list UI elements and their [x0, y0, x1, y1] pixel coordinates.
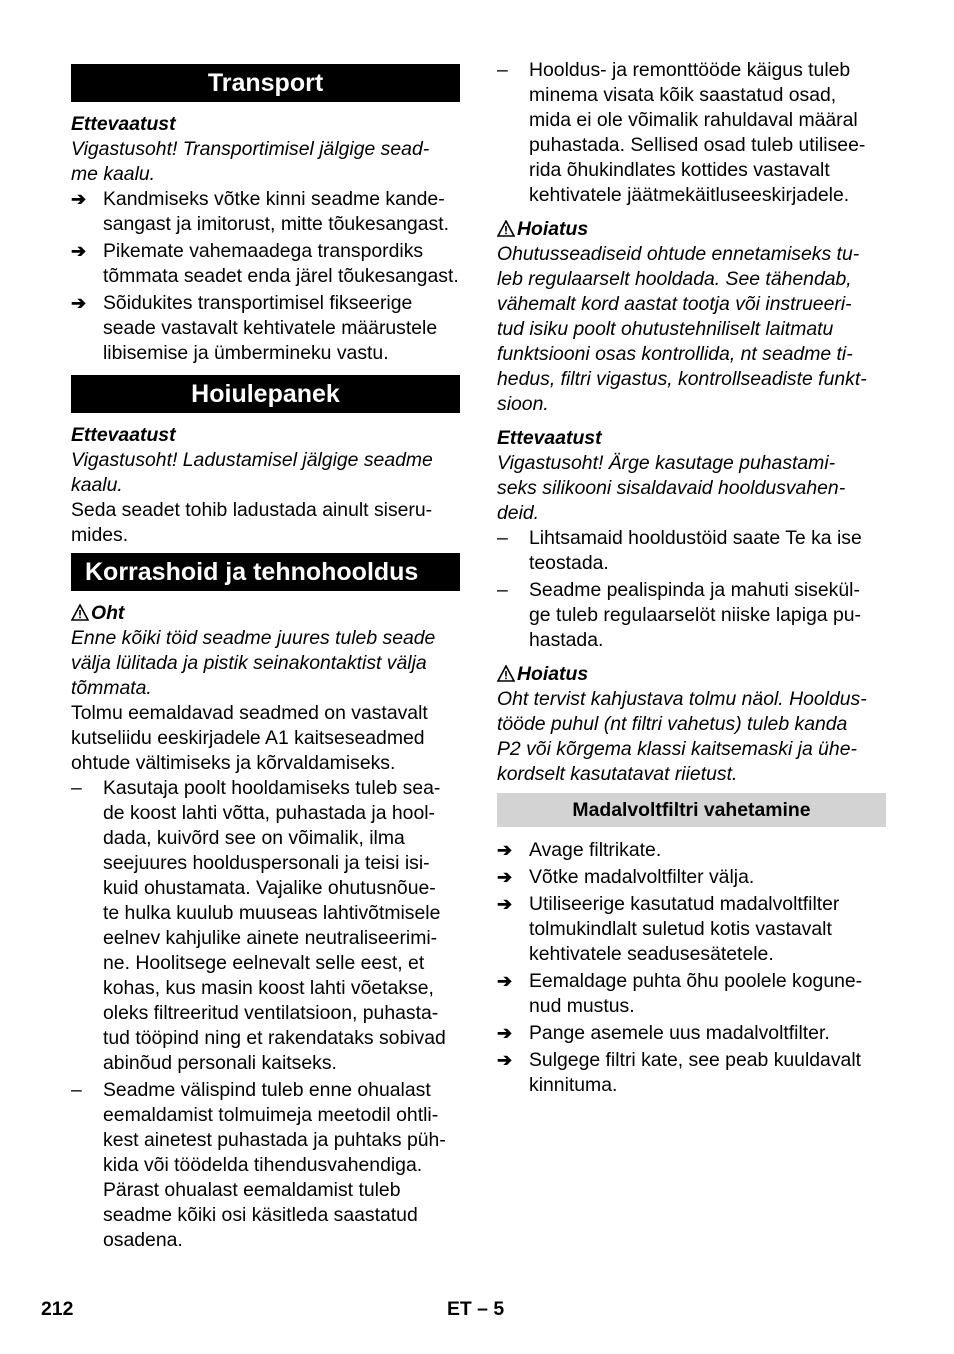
arrow-icon: ➔	[497, 1023, 513, 1043]
language-code: ET	[447, 1298, 472, 1320]
list-item: ➔ Kandmiseks võtke kinni seadme kande- sangast ja imitorust, mitte tõukesangast.	[71, 188, 449, 235]
left-column	[71, 58, 460, 1253]
dash-marker: –	[71, 1079, 82, 1101]
list-item: – Seadme pealispinda ja mahuti sisekül- ge tuleb regulaarselöt niiske lapiga pu- hastada.	[497, 579, 862, 651]
caution-text: Vigastusoht! Ärge kasutage puhastami- seks silikooni sisaldavaid hooldusvahen- deid.	[497, 452, 846, 524]
caution-text: Vigastusoht! Ladustamisel jälgige seadme kaalu.	[71, 449, 433, 496]
list-item: ➔ Võtke madalvoltfilter välja.	[497, 866, 755, 888]
maintenance-items	[71, 776, 460, 1253]
caution-label: Ettevaatust	[71, 113, 176, 135]
list-item: – Seadme välispind tuleb enne ohualast eemaldamist tolmuimeja meetodil ohtli- kest ainetest puhastada ja puhtaks püh- kida või töödelda tihendusvahendiga. Pärast ohualast eemaldamist tuleb seadme kõiki osi käsitleda saastatud osadena.	[71, 1079, 446, 1251]
list-item: ➔ Avage filtrikate.	[497, 839, 662, 861]
danger-label: Oht	[71, 601, 460, 626]
section-page-number: 5	[493, 1298, 505, 1320]
storage-text: Seda seadet tohib ladustada ainult siseru- mides.	[71, 499, 433, 546]
section-heading-transport: Transport	[71, 64, 460, 102]
footer-dash: –	[477, 1298, 488, 1320]
list-item: ➔ Eemaldage puhta õhu poolele kogune- nud mustus.	[497, 970, 863, 1017]
warning-triangle-icon	[71, 601, 91, 626]
caution-text: Vigastusoht! Transportimisel jälgige sead- me kaalu.	[71, 138, 430, 185]
arrow-icon: ➔	[71, 189, 87, 209]
list-item: ➔ Utiliseerige kasutatud madalvoltfilter tolmukindlalt suletud kotis vastavalt kehtivatele seadusesätetele.	[497, 893, 840, 965]
section-heading-maintenance: Korrashoid ja tehnohooldus	[71, 553, 460, 591]
page-number: 212	[41, 1298, 74, 1320]
warning-label: Hoiatus	[497, 217, 886, 242]
right-column	[497, 58, 886, 1098]
arrow-icon: ➔	[497, 867, 513, 887]
warning-triangle-icon	[497, 662, 517, 687]
arrow-icon: ➔	[71, 293, 87, 313]
warning-text: Oht tervist kahjustava tolmu näol. Hooldus- tööde puhul (nt filtri vahetus) tuleb kanda P2 või kõrgema klassi kaitsemaski ja ühe- kordselt kasutatavat riietust.	[497, 688, 867, 785]
caution-label: Ettevaatust	[497, 427, 602, 449]
dash-marker: –	[71, 777, 82, 799]
list-item: ➔ Pange asemele uus madalvoltfilter.	[497, 1022, 830, 1044]
list-item: ➔ Sõidukites transportimisel fikseerige seade vastavalt kehtivatele määrustele libisemise ja ümbermineku vastu.	[71, 292, 438, 364]
dash-marker: –	[497, 59, 508, 81]
maintenance-items-right	[497, 526, 886, 653]
list-item: – Hooldus- ja remonttööde käigus tuleb minema visata kõik saastatud osad, mida ei ole võimalik rahuldaval määral puhastada. Sellised osad tuleb utilisee- rida õhukindlates kottides vastavalt kehtivatele jäätmekäitluseeskirjadele.	[497, 59, 866, 206]
list-item: ➔ Pikemate vahemaadega transpordiks tõmmata seadet enda järel tõukesangast.	[71, 240, 459, 287]
warning-label: Hoiatus	[497, 662, 886, 687]
subsection-heading-filter: Madalvoltfiltri vahetamine	[497, 793, 886, 827]
dash-marker: –	[497, 579, 508, 601]
arrow-icon: ➔	[497, 1050, 513, 1070]
section-heading-storage: Hoiulepanek	[71, 375, 460, 413]
list-item: ➔ Sulgege filtri kate, see peab kuuldavalt kinnituma.	[497, 1049, 862, 1096]
list-item: – Kasutaja poolt hooldamiseks tuleb sea- de koost lahti võtta, puhastada ja hool- dada, kuivõrd see on võimalik, ilma seejuures hoolduspersonali ja teisi isi- kuid ohustamata. Vajalike ohutusnõue- te hulka kuulub muuseas lahtivõtmisele eelnev kahjulike ainete neutraliseerimi- ne. Hoolitsege eelnevalt selle eest, et kohas, kus masin koost lahti võetakse, oleks filtreeritud ventilatsioon, puhasta- tud tööpind ning et rakendataks sobivad abinõud personali kaitseks.	[71, 777, 446, 1074]
warning-text: Ohutusseadiseid ohtude ennetamiseks tu- leb regulaarselt hooldada. See tähendab, vähemalt kord aastat tootja või instrueeri- tud isiku poolt ohutustehniliselt laitmatu funktsiooni osas kontrollida, nt seadme ti- hedus, filtri vigastus, kontrollseadiste funkt- sioon.	[497, 243, 867, 415]
section-page-code	[447, 1297, 504, 1322]
dash-marker: –	[497, 527, 508, 549]
filter-steps	[497, 838, 886, 1098]
arrow-icon: ➔	[71, 241, 87, 261]
maintenance-intro: Tolmu eemaldavad seadmed on vastavalt kutseliidu eeskirjadele A1 kaitseseadmed ohtude vältimiseks ja kõrvaldamiseks.	[71, 702, 428, 774]
arrow-icon: ➔	[497, 971, 513, 991]
arrow-icon: ➔	[497, 894, 513, 914]
arrow-icon: ➔	[497, 840, 513, 860]
transport-steps	[71, 187, 460, 366]
danger-text: Enne kõiki töid seadme juures tuleb seade välja lülitada ja pistik seinakontaktist välja tõmmata.	[71, 627, 436, 699]
warning-triangle-icon	[497, 217, 517, 242]
caution-label: Ettevaatust	[71, 424, 176, 446]
list-item: – Lihtsamaid hooldustöid saate Te ka ise teostada.	[497, 527, 862, 574]
